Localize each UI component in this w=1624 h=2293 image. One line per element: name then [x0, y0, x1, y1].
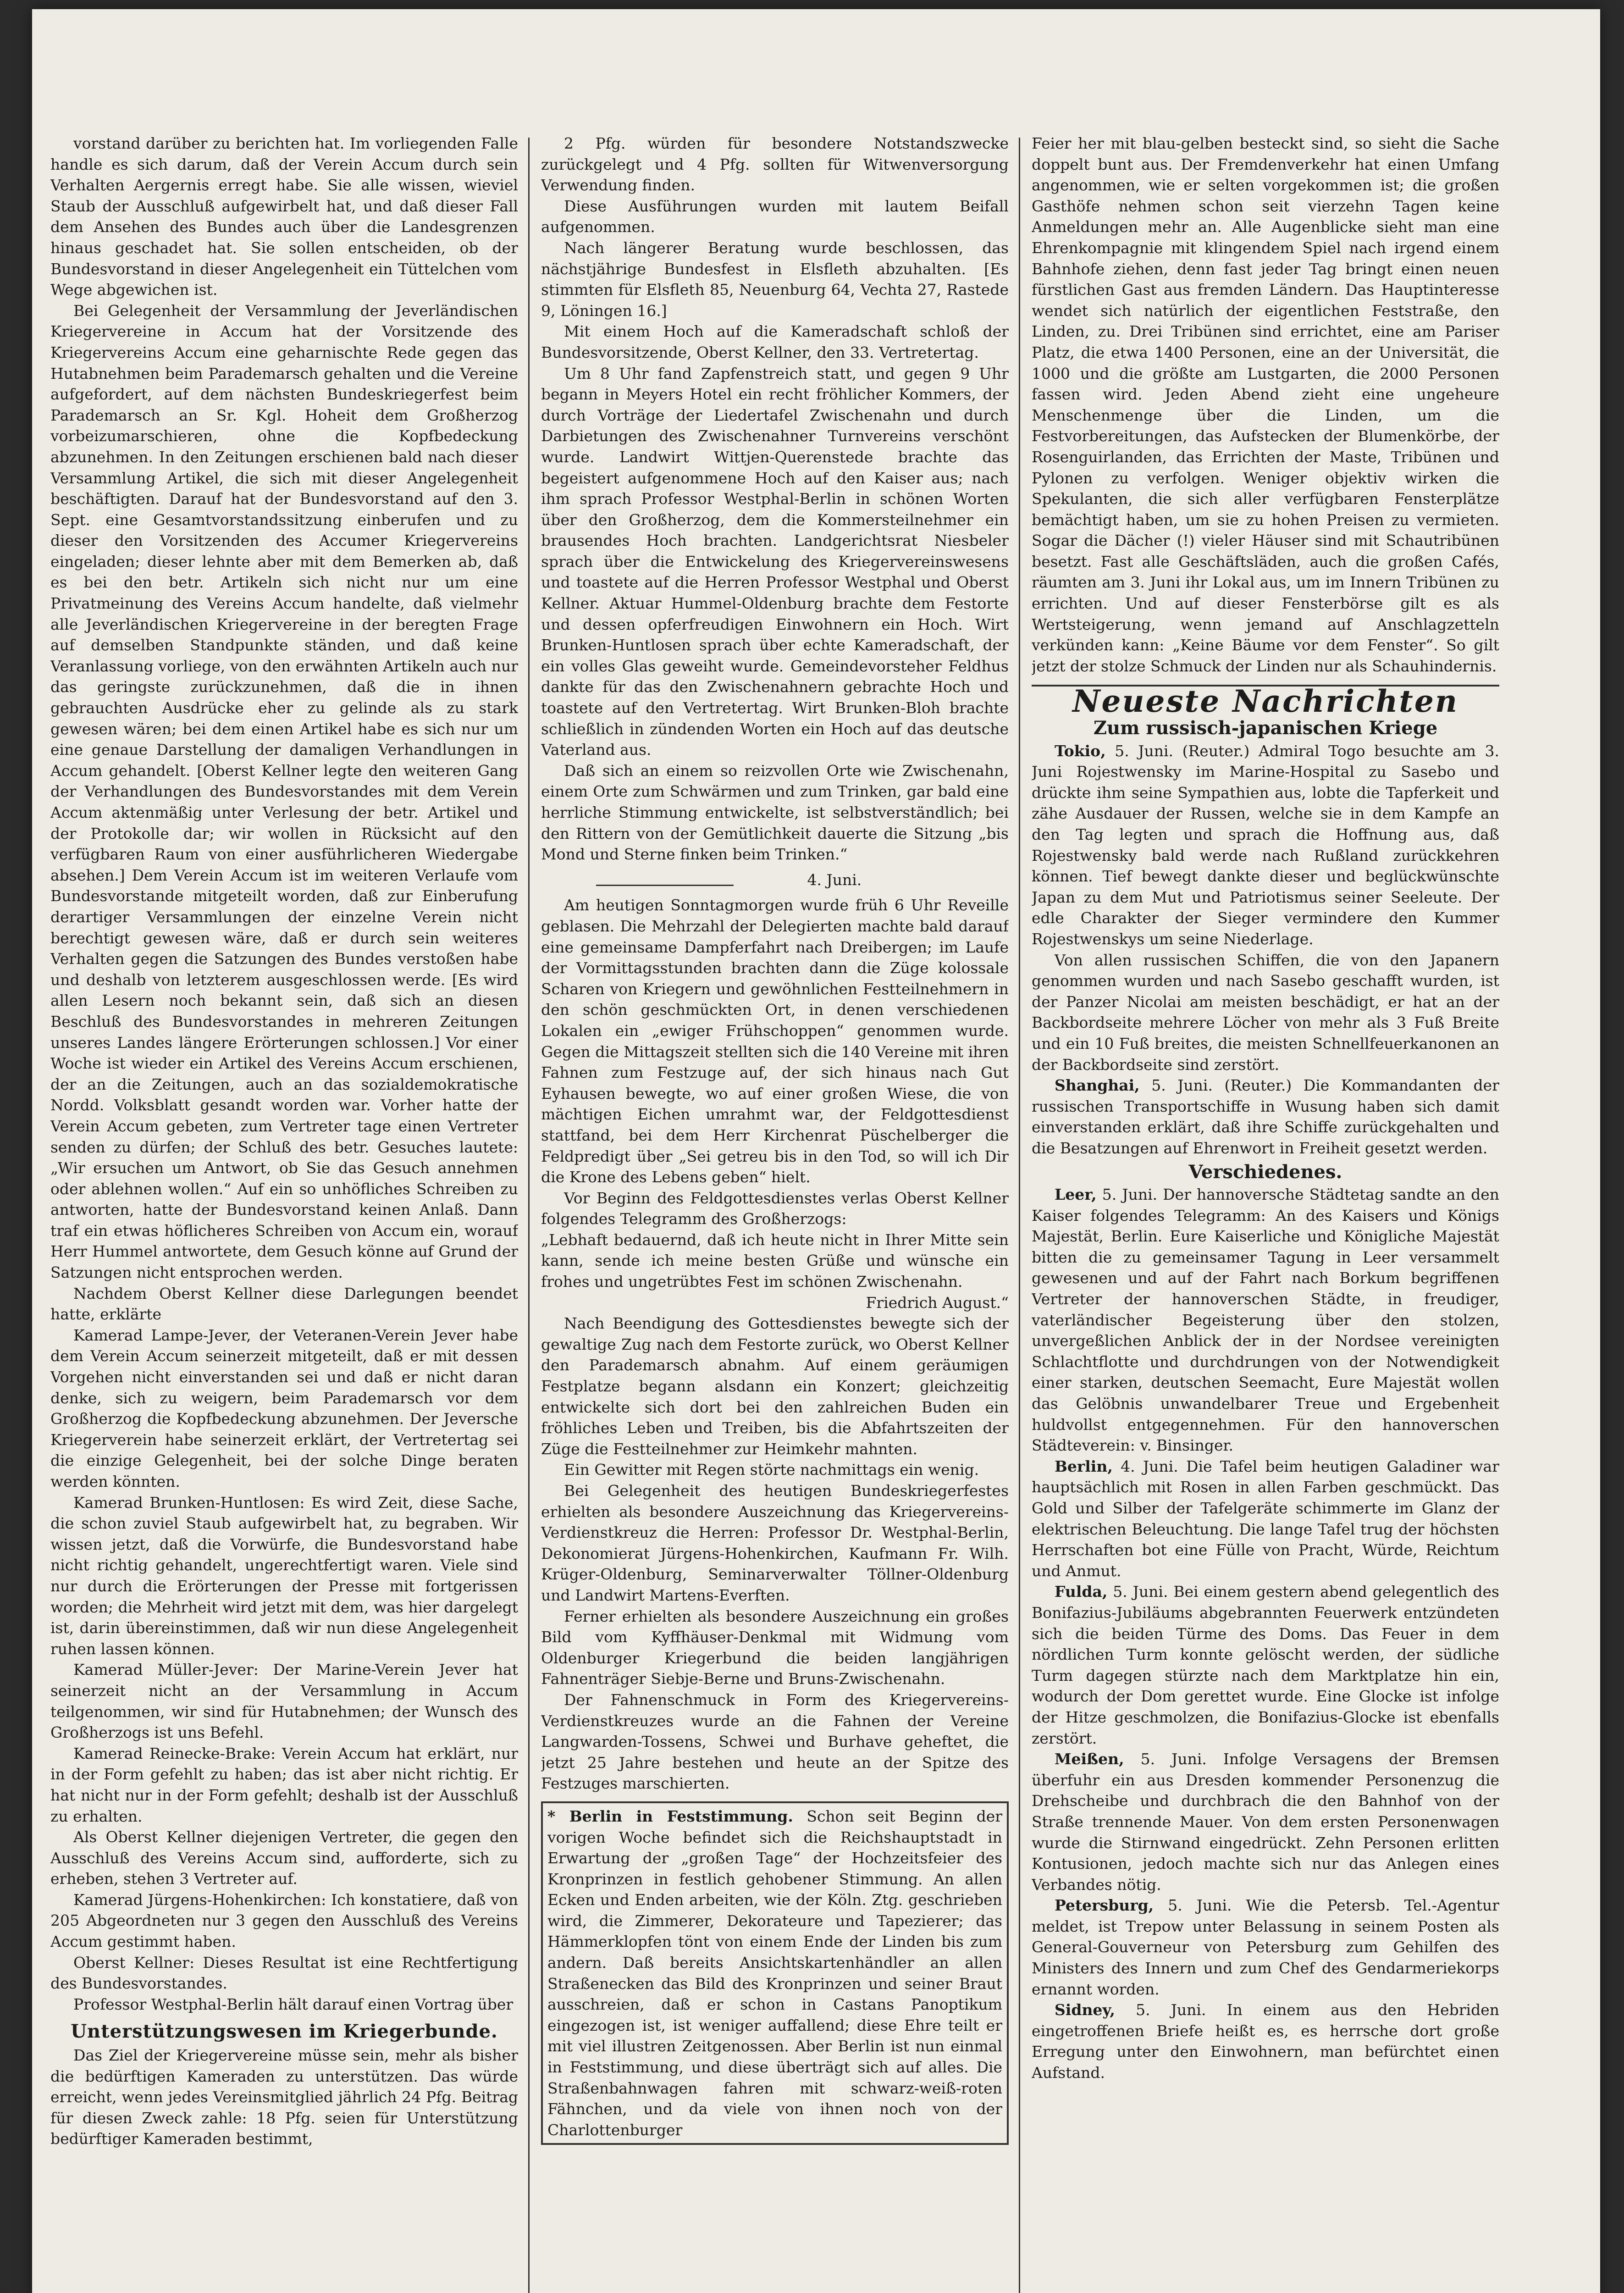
- paragraph: 2 Pfg. würden für besondere Notstandszwecke zurückgelegt und 4 Pfg. sollten für Witwenversorgung Verwendung finden.: [541, 134, 1009, 194]
- news-item: [1032, 1749, 1499, 1895]
- news-item: [1032, 1999, 1499, 2083]
- paragraph: Professor Westphal-Berlin hält darauf einen Vortrag über: [73, 1995, 514, 2013]
- news-item: [1032, 741, 1499, 950]
- column-2: [541, 133, 1009, 2293]
- section-heading-unterstuetzung: Unterstützungswesen im Kriegerbunde.: [71, 2021, 498, 2043]
- paragraph: Diese Ausführungen wurden mit lautem Beifall aufgenommen.: [541, 197, 1009, 236]
- column-3: [1032, 133, 1499, 2293]
- news-text: 5. Juni. Infolge Versagens der Bremsen überfuhr ein aus Dresden kommender Personenzug die Drehscheibe und durchbrach die den Bahnhof von der Straße trennende Mauer. Von dem ersten Personenwagen wurde die Stirnwand eingedrückt. Zehn Personen erlitten Kontusionen, jedoch machte sich nur das Anlegen eines Verbandes nötig.: [1032, 1750, 1499, 1894]
- dateline: Shanghai,: [1055, 1076, 1140, 1095]
- news-item: [1032, 1895, 1499, 1999]
- news-item: [1032, 1456, 1499, 1582]
- paragraph: Nach längerer Beratung wurde beschlossen, das nächstjährige Bundesfest in Elsfleth abzuhalten. [Es stimmten für Elsfleth 85, Neuenburg 64, Vechta 27, Rastede 9, Löningen 16.]: [541, 238, 1009, 320]
- news-text: 5. Juni. (Reuter.) Admiral Togo besuchte am 3. Juni Rojestwensky im Marine-Hospital zu Sasebo und drückte ihm seine Sympathien aus, lobte die Tapferkeit und zähe Ausdauer der Russen, welche sie in dem Kampfe an den Tag legten und sprach die Hoffnung aus, daß Rojestwensky bald werde nach Rußland zurückkehren können. Tief bewegt dankte dieser und beglückwünschte Japan zu dem Mut und Patriotismus seiner Seeleute. Der edle Charakter der Sieger verminderе den Kummer Rojestwenskys um seine Niederlage.: [1032, 742, 1499, 948]
- dateline: Leer,: [1055, 1185, 1097, 1204]
- column-1-tail: Das Ziel der Kriegervereine müsse sein, mehr als bisher die bedürftigen Kameraden zu unterstützen. Das würde erreicht, wenn jedes Vereinsmitglied jährlich 24 Pfg. Beitrag für diesen Zweck zahle: 18 Pfg. seien für Unterstützung bedürftiger Kameraden bestimmt,: [50, 2046, 518, 2148]
- paragraph: Vor Beginn des Feldgottesdienstes verlas Oberst Kellner folgendes Telegramm des Großherzogs:: [541, 1189, 1009, 1228]
- news-item: [1032, 1184, 1499, 1456]
- news-text: 4. Juni. Die Tafel beim heutigen Galadiner war hauptsächlich mit Rosen in allen Farben geschmückt. Das Gold und Silber der Tafelgeräte schimmerte im Glanz der elektrischen Beleuchtung. Die lange Tafel trug der höchsten Herrschaften bot eine Fülle von Pracht, Würde, Reichtum und Anmut.: [1032, 1457, 1499, 1580]
- column-3-top: Feier her mit blau-gelben besteckt sind, so sieht die Sache doppelt bunt aus. Der Fremdenverkehr hat einen Umfang angenommen, wie er selten vorgekommen ist; die großen Gasthöfe nehmen schon seit vierzehn Tagen keine Anmeldungen mehr an. Alle Augenblicke sieht man eine Ehrenkompagnie mit klingendem Spiel nach irgend einem Bahnhofe ziehen, denn fast jeder Tag bringt einen neuen fürstlichen Gast aus fremden Ländern. Das Hauptinteresse wendet sich natürlich der eigentlichen Feststraße, den Linden, zu. Drei Tribünen sind errichtet, eine am Pariser Platz, die etwa 1400 Personen, eine an der Universität, die 1000 und die größte am Lustgarten, die 2000 Personen fassen wird. Jeden Abend zieht eine ungeheure Menschenmenge über die Linden, um die Festvorbereitungen, das Aufstecken der Blumenkörbe, der Rosenguirlanden, das Errichten der Maste, Tribünen und Pylonen zu verfolgen. Weniger objektiv wirken die Spekulanten, die sich aller verfügbaren Fensterplätze bemächtigt haben, um sie zu hohen Preisen zu vermieten. Sogar die Dächer (!) vieler Häuser sind mit Schautribünen besetzt. Fast alle Geschäftsläden, auch die großen Cafés, räumten am 3. Juni ihr Lokal aus, um im Innern Tribünen zu errichten. Und auf dieser Fensterbörse gilt es als Wertsteigerung, wenn jemand auf Anschlagzetteln verkünden kann: „Keine Bäume vor dem Fenster“. So gilt jetzt der stolze Schmuck der Linden nur als Schauhindernis.: [1032, 134, 1499, 675]
- news-text: 5. Juni. Der hannoversche Städtetag sandte an den Kaiser folgendes Telegramm: An des Kaisers und Königs Majestät, Berlin. Eure Kaiserliche und Königliche Majestät bitten die zu gemeinsamer Tagung in Leer versammelt gewesenen und auf der Fahrt nach Borkum begriffenen Vertreter der hannoverschen Städte, in freudiger, vaterländischer Begeisterung über den stolzen, unvergeßlichen Anblick der in der Nordsee vereinigten Schlachtflotte und durchdrungen von der Notwendigkeit einer starken, deutschen Seemacht, Eure Majestät wollen das Gelöbnis unwandelbarer Treue und Ergebenheit huldvollst entgegennehmen. Für den hannoverschen Städteverein: v. Binsinger.: [1032, 1185, 1499, 1455]
- dateline: Meißen,: [1055, 1750, 1124, 1768]
- column-2-paragraphs: [541, 133, 1009, 865]
- short-rule: [596, 885, 734, 886]
- paragraph: Bei Gelegenheit der Versammlung der Jeverländischen Kriegervereine in Accum hat der Vorsitzende des Kriegervereins Accum eine geharnischte Rede gegen das Hutabnehmen beim Parademarsch gehalten und die Vereine aufgefordert, auf dem nächsten Bundeskriegerfest beim Parademarsch an Sr. Kgl. Hoheit dem Großherzog vorbeizumarschieren, ohne die Kopfbedeckung abzunehmen. In den Zeitungen erschienen bald nach dieser Versammlung Artikel, die sich mit dieser Angelegenheit beschäftigten. Darauf hat der Bundesvorstand auf den 3. Sept. eine Gesamtvorstandssitzung einberufen und zu dieser den Vorsitzenden des Accumer Kriegervereins eingeladen; dieser lehnte aber mit dem Bemerken ab, daß es bei den betr. Artikeln sich nicht nur um eine Privatmeinung des Vereins Accum handelte, daß vielmehr alle Jeverländischen Kriegervereine in der beregten Frage auf demselben Standpunkte ständen, und daß keine Veranlassung vorliege, von den erwähnten Artikeln auch nur das geringste zurückzunehmen, daß die in ihnen gebrauchten Ausdrücke eher zu gelinde als zu stark gewesen wären; bei dem einen Artikel habe es sich nur um eine genaue Darstellung der damaligen Verhandlungen in Accum gehandelt. [Oberst Kellner legte den weiteren Gang der Verhandlungen des Bundesvorstandes mit dem Verein Accum aktenmäßig unter Verlesung der betr. Artikel und der Protokolle dar; wir wollen in Rücksicht auf den verfügbaren Raum von einer ausführlicheren Wiedergabe absehen.] Dem Verein Accum ist im weiteren Verlaufe vom Bundesvorstande mitgeteilt worden, daß zur Einberufung derartiger Versammlungen der einzelne Verein nicht berechtigt gewesen wäre, daß er durch sein weiteres Verhalten gegen die Satzungen des Bundes verstoßen habe und deshalb von letzterem ausgeschlossen werde. [Es wird allen Lesern noch bekannt sein, daß sich an diesen Beschluß des Bundesvorstandes in mehreren Zeitungen unseres Landes längere Erörterungen schlossen.] Vor einer Woche ist wieder ein Artikel des Vereins Accum erschienen, der an die Zeitungen, auch an das sozialdemokratische Nordd. Volksblatt gesandt worden war. Vorher hatte der Verein Accum gebeten, zum Vertreter tage einen Vertreter senden zu dürfen; der Schluß des betr. Gesuches lautete: „Wir ersuchen um Antwort, ob Sie das Gesuch annehmen oder ablehnen wollen.“ Auf ein so unhöfliches Schreiben zu antworten, hatte der Bundesvorstand keinen Anlaß. Dann traf ein etwas höflicheres Schreiben von Accum ein, worauf Herr Hummel antwortete, dem Gesuch könne auf Grund der Satzungen nicht entsprochen werden.: [50, 301, 518, 1282]
- paragraph: Oberst Kellner: Dieses Resultat ist eine Rechtfertigung des Bundesvorstandes.: [50, 1953, 518, 1993]
- telegram-signature: Friedrich August.“: [866, 1293, 1009, 1312]
- krieg-items: [1032, 741, 1499, 1159]
- dateline: Fulda,: [1055, 1583, 1108, 1601]
- berlin-box-text: Schon seit Beginn der vorigen Woche befindet sich die Reichshauptstadt in Erwartung der „großen Tage“ der Hochzeitsfeier des Kronprinzen in festlich gehobener Stimmung. An allen Ecken und Enden arbeiten, wie der Köln. Ztg. geschrieben wird, die Zimmerer, Dekorateure und Tapezierer; das Hämmerklopfen tönt von einem Ende der Linden bis zum andern. Daß bereits Ansichtskartenhändler an allen Straßenecken das Bild des Kronprinzen und seiner Braut ausschreien, daß er schon in Castans Panoptikum eingezogen ist, ist weniger auffallend; diese Ehre teilt er mit viel illustren Zeitgenossen. Aber Berlin ist nun einmal in Feststimmung, und diese überträgt sich auf alles. Die Straßenbahnwagen fahren mit schwarz-weiß-roten Fähnchen, und da viele von ihnen noch von der Charlottenburger: [547, 1807, 1002, 2139]
- news-item: [1032, 1581, 1499, 1749]
- dateline: Berlin,: [1055, 1457, 1113, 1475]
- news-item: [1032, 950, 1499, 1075]
- subheading-verschiedenes: Verschiedenes.: [1188, 1161, 1342, 1183]
- subheading-krieg: Zum russisch-japanischen Kriege: [1093, 717, 1438, 739]
- paragraph: Kamerad Jürgens-Hohenkirchen: Ich konstatiere, daß von 205 Abgeordneten nur 3 gegen den Ausschluß des Vereins Accum gestimmt haben.: [50, 1890, 518, 1951]
- berlin-box-title: * Berlin in Feststimmung.: [547, 1807, 793, 1825]
- berlin-box: [541, 1801, 1009, 2145]
- column-2b-paragraphs: [541, 895, 1009, 1230]
- paragraph: vorstand darüber zu berichten hat. Im vorliegenden Falle handle es sich darum, daß der Verein Accum durch sein Verhalten Aergernis erregt habe. Sie alle wissen, wieviel Staub der Ausschluß aufgewirbelt hat, und daß dieser Fall dem Ansehen des Bundes auch über die Landesgrenzen hinaus geschadet hat. Sie sollen entscheiden, ob der Bundesvorstand in dieser Angelegenheit ein Tüttelchen vom Wege abgewichen ist.: [50, 134, 518, 299]
- news-text: 5. Juni. (Reuter.) Die Kommandanten der russischen Transportschiffe in Wusung haben sich damit einverstanden erklärt, daß ihre Schiffe zurückgehalten und die Besatzungen auf Ehrenwort in Freiheit gesetzt werden.: [1032, 1076, 1499, 1157]
- news-text: Von allen russischen Schiffen, die von den Japanern genommen wurden und nach Sasebo geschafft wurden, ist der Panzer Nicolai am meisten beschädigt, er hat an der Backbordseite mehrere Löcher von mehr als 3 Fuß Breite und ein 10 Fuß breites, die meisten Schnellfeuerkanonen an der Backbordseite sind zerstört.: [1032, 951, 1499, 1074]
- news-item: [1032, 1075, 1499, 1158]
- paragraph: Ferner erhielten als besondere Auszeichnung ein großes Bild vom Kyffhäuser-Denkmal mit Widmung vom Oldenburger Kriegerbund die beiden langjährigen Fahnenträger Siebje-Berne und Bruns-Zwischenahn.: [541, 1607, 1009, 1688]
- paragraph: Kamerad Brunken-Huntlosen: Es wird Zeit, diese Sache, die schon zuviel Staub aufgewirbelt hat, zu begraben. Wir wissen jetzt, daß die Vorwürfe, die Bundesvorstand habe nicht richtig gehandelt, ungerechtfertigt waren. Viele sind nur durch die Erörterungen der Presse mit fortgerissen worden; die Mehrheit wird jetzt mit dem, was hier dargelegt ist, darin übereinstimmen, daß wir nun diese Angelegenheit ruhen lassen können.: [50, 1493, 518, 1658]
- date-label: 4. Juni.: [807, 870, 862, 889]
- paragraph: Daß sich an einem so reizvollen Orte wie Zwischenahn, einem Orte zum Schwärmen und zum Trinken, gar bald eine herrliche Stimmung entwickelte, ist selbstverständlich; bei den Rittern von der Gemütlichkeit dauerte die Sitzung „bis Mond und Sterne finken beim Trinken.“: [541, 761, 1009, 864]
- paragraph: Nachdem Oberst Kellner diese Darlegungen beendet hatte, erklärte: [50, 1284, 518, 1324]
- news-text: 5. Juni. Bei einem gestern abend gelegentlich des Bonifazius-Jubiläums abgebrannten Feuerwerk entzündeten sich die beiden Türme des Doms. Das Feuer in dem nördlichen Turm konnte gelöscht werden, der südliche Turm dagegen stürzte nach dem Marktplatze hin ein, wodurch der Dom gerettet wurde. Eine Glocke ist infolge der Hitze geschmolzen, die Bonifazius-Glocke ist ebenfalls zerstört.: [1032, 1583, 1499, 1747]
- paragraph: Kamerad Reinecke-Brake: Verein Accum hat erklärt, nur in der Form gefehlt zu haben; das ist aber nicht richtig. Er hat nicht nur in der Form gefehlt; deshalb ist der Ausschluß zu erhalten.: [50, 1744, 518, 1825]
- dateline: Petersburg,: [1055, 1896, 1154, 1915]
- telegram-text: „Lebhaft bedauernd, daß ich heute nicht in Ihrer Mitte sein kann, sende ich meine besten Grüße und wünsche ein frohes und ungetrübtes Fest im schönen Zwischenahn.: [541, 1230, 1009, 1291]
- neueste-nachrichten-title: Neueste Nachrichten: [1032, 685, 1499, 712]
- column-2c-paragraphs: [541, 1313, 1009, 1794]
- paragraph: Mit einem Hoch auf die Kameradschaft schloß der Bundesvorsitzende, Oberst Kellner, den 33. Vertretertag.: [541, 322, 1009, 361]
- dateline: Sidney,: [1055, 2001, 1115, 2019]
- paragraph: Am heutigen Sonntagmorgen wurde früh 6 Uhr Reveille geblasen. Die Mehrzahl der Delegierten machte bald darauf eine gemeinsame Dampferfahrt nach Dreibergen; im Laufe der Vormittagsstunden brachten dann die Züge kolossale Scharen von Kriegern und gewöhnlichen Festteilnehmern in den schön geschmückten Ort, in denen verschiedenen Lokalen ein „ewiger Frühschoppen“ genommen wurde. Gegen die Mittagszeit stellten sich die 140 Vereine mit ihren Fahnen zum Festzuge auf, der sich hinaus nach Gut Eyhausen bewegte, wo auf einer großen Wiese, die von mächtigen Eichen umrahmt war, der Feldgottesdienst stattfand, bei dem Herr Kirchenrat Püschelberger die Feldpredigt über „Sei getreu bis in den Tod, so will ich Dir die Krone des Lebens geben“ hielt.: [541, 896, 1009, 1186]
- column-rule-2: [1019, 138, 1020, 2293]
- paragraph: Um 8 Uhr fand Zapfenstreich statt, und gegen 9 Uhr begann in Meyers Hotel ein recht fröhlicher Kommers, der durch Vorträge der Liedertafel Zwischenahn und durch Darbietungen des Zwischenahner Turnvereins verschönt wurde. Landwirt Wittjen-Querenstede brachte das begeistert aufgenommene Hoch auf den Kaiser aus; nach ihm sprach Professor Westphal-Berlin in schönen Worten über den Großherzog, dem die Kommersteilnehmer ein brausendes Hoch brachten. Landgerichtsrat Niesbeler sprach über die Entwickelung des Kriegervereinswesens und toastete auf die Herren Professor Westphal und Oberst Kellner. Aktuar Hummel-Oldenburg brachte dem Festorte und dessen opferfreudigen Einwohnern ein Hoch. Wirt Brunken-Huntlosen sprach über echte Kameradschaft, der ein volles Glas geweiht wurde. Gemeindevorsteher Feldhus dankte für das den Zwischenahnern gebrachte Hoch und toastete auf den Vertretertag. Wirt Brunken-Bloh brachte schließlich in zündenden Worten ein Hoch auf das deutsche Vaterland aus.: [541, 364, 1009, 759]
- newspaper-page: [32, 9, 1600, 2293]
- paragraph: Nach Beendigung des Gottesdienstes bewegte sich der gewaltige Zug nach dem Festorte zurück, wo Oberst Kellner den Parademarsch abnahm. Auf einem geräumigen Festplatze begann alsdann ein Konzert; gleichzeitig entwickelte sich dort bei den zahlreichen Buden ein fröhliches Leben und Treiben, bis die Abfahrtszeiten der Züge die Festteilnehmer zur Heimkehr mahnten.: [541, 1314, 1009, 1458]
- news-text: 5. Juni. Wie die Petersb. Tel.-Agentur meldet, ist Trepow unter Belassung in seinem Posten als General-Gouverneur von Petersburg zum Gehilfen des Ministers des Innern und zum Chef des Gendarmeriekorps ernannt worden.: [1032, 1896, 1499, 1998]
- paragraph: Bei Gelegenheit des heutigen Bundeskriegerfestes erhielten als besondere Auszeichnung das Kriegervereins-Verdienstkreuz die Herren: Professor Dr. Westphal-Berlin, Dekonomierat Jürgens-Hohenkirchen, Kaufmann Fr. Wilh. Krüger-Oldenburg, Seminarverwalter Töllner-Oldenburg und Landwirt Martens-Everften.: [541, 1482, 1009, 1604]
- news-text: 5. Juni. In einem aus den Hebriden eingetroffenen Briefe heißt es, es herrsche dort große Erregung unter den Einwohnern, man befürchtet einen Aufstand.: [1032, 2001, 1499, 2082]
- column-rule-1: [528, 138, 530, 2293]
- column-1: [50, 133, 518, 2293]
- paragraph: Als Oberst Kellner diejenigen Vertreter, die gegen den Ausschluß des Vereins Accum sind, aufforderte, sich zu erheben, stehen 3 Vertreter auf.: [50, 1828, 518, 1888]
- column-1-paragraphs: [50, 133, 518, 2015]
- paragraph: Der Fahnenschmuck in Form des Kriegervereins-Verdienstkreuzes wurde an die Fahnen der Vereine Langwarden-Tossens, Schwei und Burhave geheftet, die jetzt 25 Jahre bestehen und heute an der Spitze des Festzuges marschierten.: [541, 1690, 1009, 1793]
- dateline: Tokio,: [1055, 742, 1106, 760]
- paragraph: Kamerad Lampe-Jever, der Veteranen-Verein Jever habe dem Verein Accum seinerzeit mitgeteilt, daß er mit dessen Vorgehen nicht einverstanden sei und daß er nicht daran denke, sich zu weigern, beim Parademarsch vor dem Großherzog die Kopfbedeckung abzunehmen. Der Jeversche Kriegerverein habe seinerzeit erklärt, der Vertretertag sei die einzige Gelegenheit, bei der solche Dinge beraten werden könnten.: [50, 1326, 518, 1490]
- paragraph: Kamerad Müller-Jever: Der Marine-Verein Jever hat seinerzeit nicht an der Versammlung in Accum teilgenommen, wir sind für Hutabnehmen; der Wunsch des Großherzogs ist uns Befehl.: [50, 1661, 518, 1742]
- date-line: [541, 870, 1009, 891]
- verschiedenes-items: [1032, 1184, 1499, 2083]
- paragraph: Ein Gewitter mit Regen störte nachmittags ein wenig.: [564, 1461, 979, 1479]
